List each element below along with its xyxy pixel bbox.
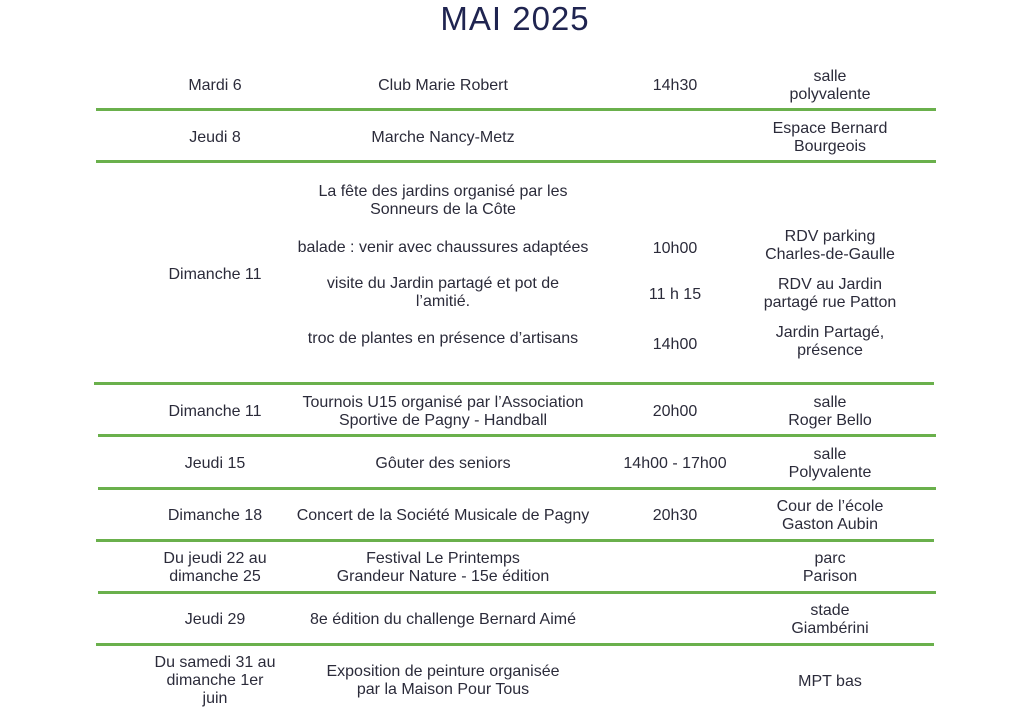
row-place: MPT bas — [798, 673, 862, 690]
row-divider — [94, 382, 934, 385]
row-place: salle polyvalente — [789, 68, 871, 103]
sub-event: balade : venir avec chaussures adaptées — [297, 239, 589, 256]
sub-place: Jardin Partagé, présence — [775, 324, 885, 359]
row-event: Festival Le Printemps Grandeur Nature - 15e édition — [336, 550, 550, 585]
row-time: 14h30 — [652, 77, 698, 94]
row-place: salle Roger Bello — [788, 394, 872, 429]
sub-event: troc de plantes en présence d’artisans — [307, 330, 579, 347]
row-date: Dimanche 11 — [168, 403, 262, 420]
sub-place: RDV au Jardin partagé rue Patton — [763, 276, 897, 311]
row-divider — [96, 108, 936, 111]
row-place: parc Parison — [802, 550, 858, 585]
row-time: 14h00 - 17h00 — [623, 455, 727, 472]
row-date: Jeudi 8 — [189, 129, 241, 146]
row-time: 20h00 — [652, 403, 698, 420]
row-place: salle Polyvalente — [788, 446, 872, 481]
row-event: Concert de la Société Musicale de Pagny — [296, 507, 590, 524]
sub-place: RDV parking Charles-de-Gaulle — [765, 228, 895, 263]
page-title: MAI 2025 — [440, 0, 590, 37]
row-event: Gôuter des seniors — [375, 455, 511, 472]
sub-time: 10h00 — [652, 240, 698, 257]
row-date: Jeudi 15 — [184, 455, 246, 472]
row-divider — [98, 434, 936, 437]
row-event-title: La fête des jardins organisé par les Sonneurs de la Côte — [318, 183, 568, 218]
row-event: Club Marie Robert — [378, 77, 508, 94]
row-divider — [98, 487, 936, 490]
row-date: Mardi 6 — [188, 77, 242, 94]
row-divider — [96, 643, 934, 646]
row-event: Exposition de peinture organisée par la Maison Pour Tous — [326, 663, 560, 698]
row-date: Du samedi 31 au dimanche 1er juin — [154, 654, 276, 707]
row-place: Cour de l’école Gaston Aubin — [776, 498, 884, 533]
row-date: Dimanche 11 — [168, 266, 262, 283]
sub-time: 11 h 15 — [648, 286, 702, 303]
row-date: Dimanche 18 — [167, 507, 263, 524]
row-place: stade Giambérini — [791, 602, 869, 637]
row-event: Marche Nancy-Metz — [371, 129, 515, 146]
row-place: Espace Bernard Bourgeois — [772, 120, 888, 155]
row-time: 20h30 — [652, 507, 698, 524]
sub-event: visite du Jardin partagé et pot de l’amitié. — [326, 275, 560, 310]
row-event: 8e édition du challenge Bernard Aimé — [310, 611, 576, 628]
row-divider — [96, 160, 936, 163]
row-event: Tournois U15 organisé par l’Association Sportive de Pagny - Handball — [302, 394, 584, 429]
row-divider — [96, 539, 934, 542]
row-date: Jeudi 29 — [184, 611, 246, 628]
sub-time: 14h00 — [652, 336, 698, 353]
row-date: Du jeudi 22 au dimanche 25 — [163, 550, 267, 585]
row-divider — [98, 591, 936, 594]
